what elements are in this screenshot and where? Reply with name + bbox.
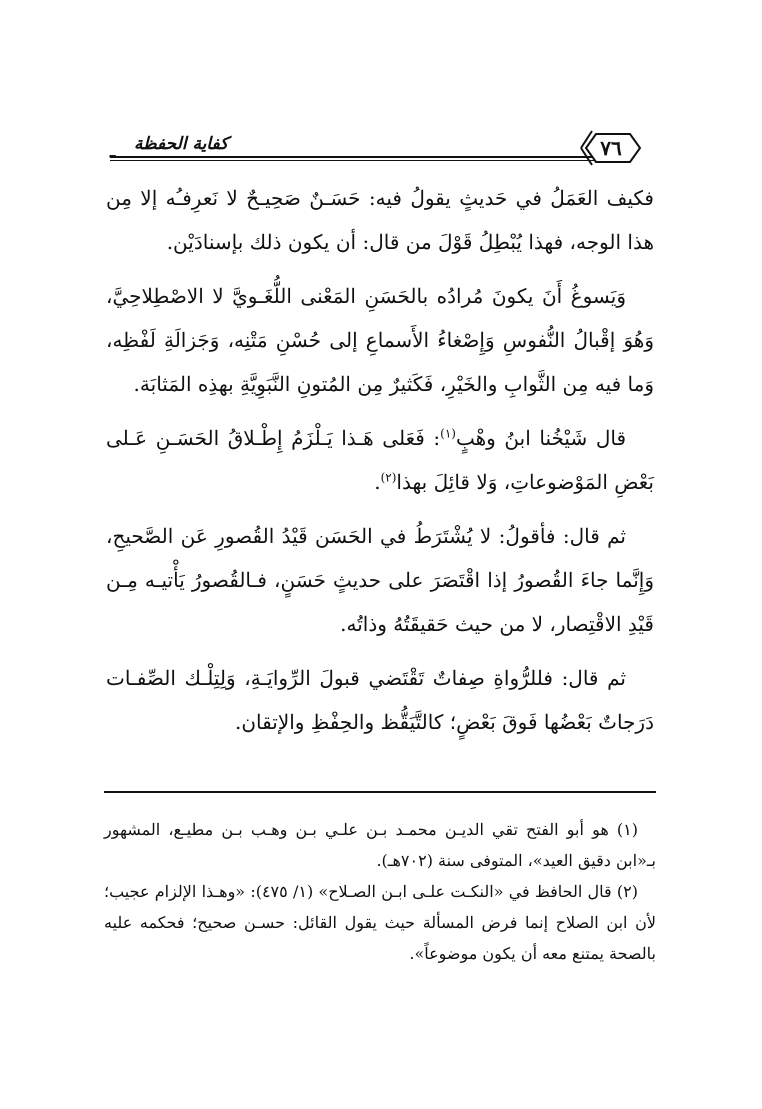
footnote-ref-2: (٢)	[380, 470, 397, 485]
paragraph-5: ثم قال: فللرُّواةِ صِفاتٌ تَقْتَضي قبولَ الرِّوايَـةِ، وَلِتِلْـك الصِّفـات دَرَجاتٌ بَعْضُها فَوقَ بَعْضٍ؛ كالتَّيَقُّظ والحِفْظِ والإتقان.	[106, 666, 654, 734]
header-rule	[110, 156, 604, 161]
paragraph-3-end: .	[374, 470, 381, 494]
running-title: كفاية الحفظة	[128, 134, 234, 154]
paragraph-3	[106, 416, 654, 504]
footnotes	[104, 814, 656, 969]
page-number-ornament	[578, 128, 648, 168]
footnote-1: (١) هو أبو الفتح تقي الديـن محمـد بـن علـي بـن وهـب بـن مطيـع، المشهور بـ«ابن دقيق العيد»، المتوفى سنة (٧٠٢هـ).	[104, 820, 656, 870]
footnote-separator	[104, 791, 656, 793]
footnote-2: (٢) قال الحافظ في «النكـت علـى ابـن الصـلاح» (١/ ٤٧٥): «وهـذا الإلزام عجيب؛ لأن ابن الصلاح إنما فرض المسألة حيث يقول القائل: حسـن صحيح؛ فحكمه عليه بالصحة يمتنع معه أن يكون موضوعاً».	[104, 882, 656, 963]
paragraph-4: ثم قال: فأقولُ: لا يُشْتَرَطُ في الحَسَن قَيْدُ القُصورِ عَن الصَّحيحِ، وَإِنَّما جاءَ القُصورُ إذا اقْتَصَرَ على حديثٍ حَسَنٍ، فـالقُصورُ يَأْتيـه مِـن قَيْدِ الاقْتِصار، لا من حيث حَقيقَتُهُ وذاتُه.	[106, 524, 654, 636]
page-number: ٧٦	[600, 136, 622, 160]
footnote-ref-1: (١)	[440, 426, 456, 441]
paragraph-3-text: : فَعَلى هَـذا يَـلْزَمُ إِطْـلاقُ الحَسَـنِ عَـلى بَعْضِ المَوْضوعاتِ، وَلا قائِلَ بهذا	[106, 426, 654, 494]
paragraph-3-start: قال شَيْخُنا ابنُ وهْبٍ	[455, 426, 627, 450]
header-dash: ـ	[110, 141, 116, 162]
page-header	[110, 128, 648, 170]
main-text	[106, 176, 654, 754]
paragraph-1: فكيف العَمَلُ في حَديثٍ يقولُ فيه: حَسَـنٌ صَحِيـحٌ لا نَعرِفـُه إلا مِن هذا الوجه، فهذا يُبْطِلُ قَوْلَ من قال: أن يكون ذلك بإسنادَيْن.	[106, 186, 654, 254]
paragraph-2: وَيَسوغُ أَنَ يكونَ مُرادُه بالحَسَنِ المَعْنى اللُّغَـويَّ لا الاصْطِلاحِيَّ، وَهُوَ إقْبالُ النُّفوسِ وَإِصْغاءُ الأَسماعِ إلى حُسْنِ مَتْنِه، وَجَزالَةِ لَفْظِه، وَما فيه مِن الثَّوابِ والخَيْرِ، فَكَثيرٌ مِن المُتونِ النَّبَوِيَّةِ بهذِه المَثابَة.	[106, 284, 654, 396]
